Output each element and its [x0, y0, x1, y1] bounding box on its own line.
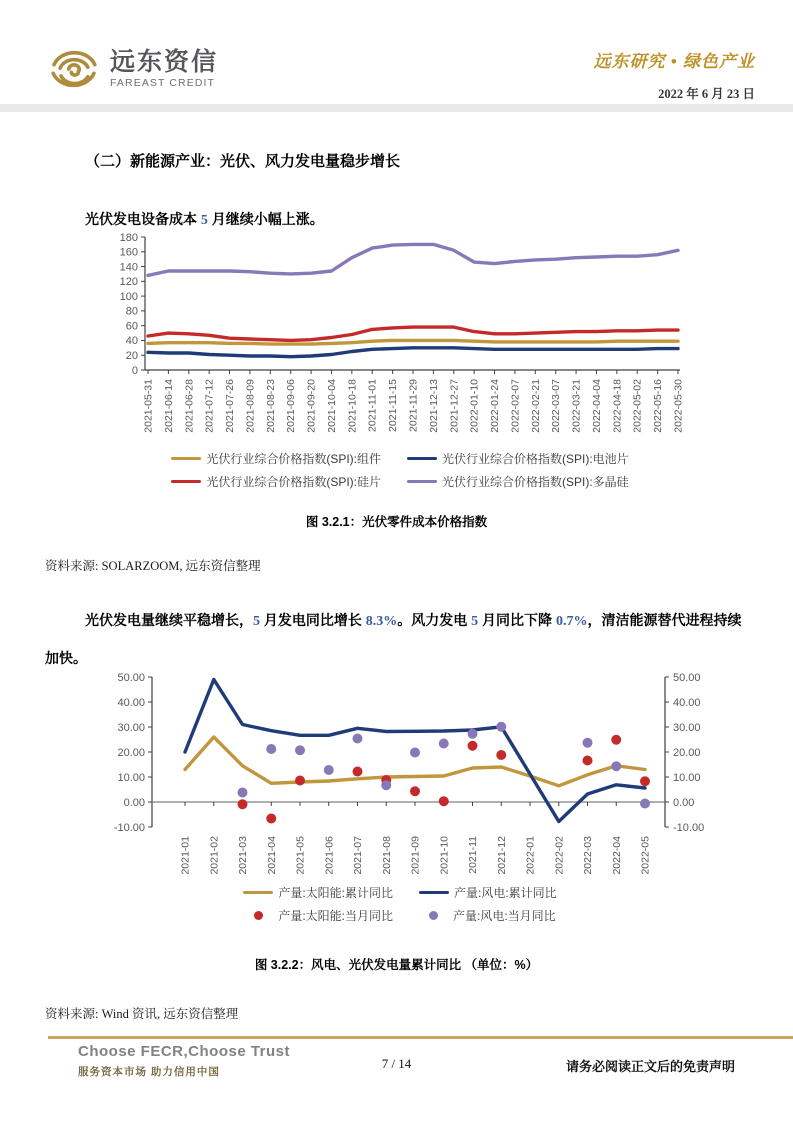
svg-text:2021-09: 2021-09 — [409, 836, 422, 875]
svg-text:-10.00: -10.00 — [673, 821, 705, 834]
legend-row — [171, 473, 628, 490]
svg-text:2022-02-07: 2022-02-07 — [509, 379, 522, 433]
series-line-光伏行业综合价格指数(SPI):电池片 — [148, 348, 678, 357]
footer-slogan-cn: 服务资本市场 助力信用中国 — [78, 1066, 220, 1078]
svg-text:50.00: 50.00 — [117, 671, 145, 684]
svg-text:30.00: 30.00 — [673, 721, 701, 734]
legend-label: 产量:风电:当月同比 — [453, 909, 556, 923]
legend-line-swatch — [171, 457, 201, 460]
svg-text:2021-11-29: 2021-11-29 — [407, 379, 420, 432]
y-axis-left — [114, 672, 152, 834]
svg-text:2022-05-16: 2022-05-16 — [652, 379, 665, 433]
svg-text:2021-09-06: 2021-09-06 — [285, 379, 298, 433]
svg-text:2021-11-01: 2021-11-01 — [366, 379, 379, 432]
svg-text:2022-02-21: 2022-02-21 — [529, 379, 542, 433]
legend-row — [171, 450, 628, 467]
legend-item — [244, 907, 393, 924]
legend-row — [243, 884, 556, 901]
svg-text:2021-08-09: 2021-08-09 — [244, 379, 257, 433]
legend-label: 光伏行业综合价格指数(SPI):电池片 — [442, 452, 629, 466]
svg-text:50.00: 50.00 — [673, 671, 701, 684]
inline-text: 月继续小幅上涨。 — [207, 211, 324, 227]
svg-text:100: 100 — [119, 290, 138, 303]
page-number: 7 / 14 — [381, 1056, 412, 1071]
legend-dot-swatch — [429, 911, 438, 920]
svg-text:10.00: 10.00 — [117, 771, 145, 784]
svg-text:2022-01-24: 2022-01-24 — [489, 379, 502, 433]
svg-text:40: 40 — [125, 335, 138, 348]
svg-text:2022-03: 2022-03 — [582, 836, 594, 875]
legend-item — [171, 450, 381, 467]
footer-divider — [48, 1036, 793, 1039]
series-line-光伏行业综合价格指数(SPI):多晶硅 — [148, 244, 678, 275]
company-name: 远东资信 — [110, 47, 219, 76]
svg-text:2022-05: 2022-05 — [639, 836, 652, 875]
legend-line-swatch — [243, 891, 273, 894]
legend-item — [243, 884, 393, 901]
figure1-caption: 图 3.2.1：光伏零件成本价格指数 — [305, 515, 488, 529]
svg-text:2021-10-18: 2021-10-18 — [346, 379, 359, 433]
series-line-产量:太阳能:累计同比 — [185, 737, 645, 786]
legend-line-swatch — [419, 891, 449, 894]
svg-text:0: 0 — [131, 364, 138, 377]
legend-label: 产量:太阳能:累计同比 — [278, 886, 393, 900]
legend-row — [244, 907, 555, 924]
figure2-caption: 图 3.2.2：风电、光伏发电量累计同比 （单位：%） — [254, 958, 539, 972]
svg-text:2021-01: 2021-01 — [179, 836, 192, 875]
y-axis-right — [665, 672, 704, 834]
inline-text: 光伏发电设备成本 — [85, 211, 201, 227]
svg-text:2021-10-04: 2021-10-04 — [325, 379, 338, 433]
x-axis-labels — [180, 836, 652, 875]
legend-item — [419, 884, 557, 901]
svg-text:10.00: 10.00 — [673, 771, 701, 784]
svg-text:2021-05-31: 2021-05-31 — [142, 379, 155, 433]
company-name-en: FAREAST CREDIT — [110, 77, 216, 90]
svg-text:80: 80 — [125, 305, 138, 318]
svg-text:2021-07-26: 2021-07-26 — [224, 379, 237, 433]
svg-text:30.00: 30.00 — [117, 721, 145, 734]
footer-disclaimer: 请务必阅读正文后的免责声明 — [565, 1059, 735, 1074]
svg-text:20.00: 20.00 — [673, 746, 701, 759]
svg-text:-10.00: -10.00 — [113, 821, 145, 834]
svg-text:2021-05: 2021-05 — [294, 836, 307, 875]
chart1-legend — [100, 450, 700, 490]
svg-text:2021-09-20: 2021-09-20 — [305, 379, 318, 433]
svg-text:40.00: 40.00 — [673, 696, 701, 709]
y-axis-left — [120, 233, 145, 377]
svg-text:2021-06-28: 2021-06-28 — [183, 379, 196, 433]
svg-text:2021-06: 2021-06 — [323, 836, 336, 875]
figure1-source-note: 资料来源: SOLARZOOM, 远东资信整理 — [45, 558, 261, 573]
inline-text: 光伏发电量继续平稳增长， — [85, 612, 253, 628]
chart-wind-solar-yoy — [100, 662, 740, 892]
svg-text:2022-01: 2022-01 — [524, 836, 537, 875]
svg-text:0.00: 0.00 — [123, 796, 145, 809]
svg-text:2022-05-30: 2022-05-30 — [672, 379, 685, 433]
legend-item — [171, 473, 381, 490]
svg-text:2022-04: 2022-04 — [610, 836, 623, 875]
svg-text:2021-11-15: 2021-11-15 — [387, 379, 400, 432]
svg-text:2021-08-23: 2021-08-23 — [264, 379, 277, 433]
svg-text:2021-12-13: 2021-12-13 — [427, 379, 440, 433]
svg-text:2021-11: 2021-11 — [467, 836, 479, 874]
inline-text: 月发电同比增长 — [260, 612, 366, 628]
svg-text:2021-02: 2021-02 — [208, 836, 221, 875]
legend-line-swatch — [407, 457, 437, 460]
legend-line-swatch — [407, 480, 437, 483]
svg-text:40.00: 40.00 — [117, 696, 145, 709]
legend-line-swatch — [171, 480, 201, 483]
report-date: 2022 年 6 月 23 日 — [658, 87, 755, 101]
legend-label: 光伏行业综合价格指数(SPI):多晶硅 — [442, 475, 629, 489]
svg-text:2021-10: 2021-10 — [438, 836, 451, 875]
inline-text: 月同比下降 — [478, 612, 556, 628]
inline-number: 5 — [253, 614, 260, 629]
svg-text:60: 60 — [125, 320, 138, 333]
inline-number: 0.7% — [555, 614, 588, 629]
svg-text:2021-07-12: 2021-07-12 — [203, 379, 216, 433]
chart2-legend — [100, 884, 700, 924]
svg-text:2022-01-10: 2022-01-10 — [468, 379, 481, 433]
svg-text:2022-03-21: 2022-03-21 — [570, 378, 583, 433]
svg-text:2022-02: 2022-02 — [553, 836, 566, 875]
legend-item — [407, 450, 629, 467]
legend-dot-swatch — [254, 911, 263, 920]
legend-label: 产量:风电:累计同比 — [454, 886, 557, 900]
x-axis-labels — [143, 379, 685, 433]
svg-text:2021-06-14: 2021-06-14 — [162, 379, 175, 433]
svg-text:2022-05-02: 2022-05-02 — [631, 379, 644, 433]
inline-text: 。风力发电 — [397, 612, 472, 628]
inline-number: 8.3% — [365, 614, 398, 629]
header-divider — [0, 104, 793, 112]
svg-text:2021-12: 2021-12 — [495, 836, 508, 875]
series-line-光伏行业综合价格指数(SPI):硅片 — [148, 327, 678, 340]
legend-item — [407, 473, 629, 490]
logo-icon — [48, 45, 100, 93]
svg-text:2021-04: 2021-04 — [265, 836, 278, 875]
x-axis — [145, 370, 680, 374]
svg-text:2022-03-07: 2022-03-07 — [550, 379, 563, 433]
svg-text:2021-03: 2021-03 — [237, 836, 249, 875]
series-line-光伏行业综合价格指数(SPI):组件 — [148, 340, 678, 344]
inline-number: 5 — [471, 614, 479, 629]
legend-label: 光伏行业综合价格指数(SPI):硅片 — [206, 475, 381, 489]
svg-text:2022-04-04: 2022-04-04 — [590, 379, 603, 433]
company-logo — [48, 45, 218, 93]
svg-text:2021-08: 2021-08 — [380, 836, 393, 875]
svg-text:180: 180 — [119, 233, 138, 244]
legend-label: 光伏行业综合价格指数(SPI):组件 — [206, 452, 381, 466]
svg-text:140: 140 — [119, 261, 138, 274]
legend-item — [419, 907, 556, 924]
svg-text:0.00: 0.00 — [673, 796, 695, 809]
figure2-source-note: 资料来源: Wind 资讯, 远东资信整理 — [45, 1006, 239, 1021]
x-axis — [152, 802, 665, 806]
legend-label: 产量:太阳能:当月同比 — [278, 909, 393, 923]
svg-text:2022-04-18: 2022-04-18 — [611, 379, 624, 433]
chart-spi-price-index — [100, 233, 700, 448]
svg-text:120: 120 — [119, 276, 138, 289]
report-series-title: 远东研究 • 绿色产业 — [593, 52, 755, 71]
svg-text:2021-07: 2021-07 — [352, 836, 364, 875]
footer-slogan-en: Choose FECR,Choose Trust — [78, 1043, 291, 1060]
svg-text:20: 20 — [125, 350, 138, 363]
svg-text:20.00: 20.00 — [117, 746, 145, 759]
inline-number: 5 — [200, 213, 208, 228]
paragraph-solar-cost — [85, 209, 324, 229]
inline-text: ，清洁能源替代进程持续加快。 — [45, 612, 742, 666]
section-heading: （二）新能源产业：光伏、风力发电量稳步增长 — [85, 153, 401, 170]
svg-text:160: 160 — [119, 246, 138, 259]
svg-text:2021-12-27: 2021-12-27 — [448, 379, 461, 433]
